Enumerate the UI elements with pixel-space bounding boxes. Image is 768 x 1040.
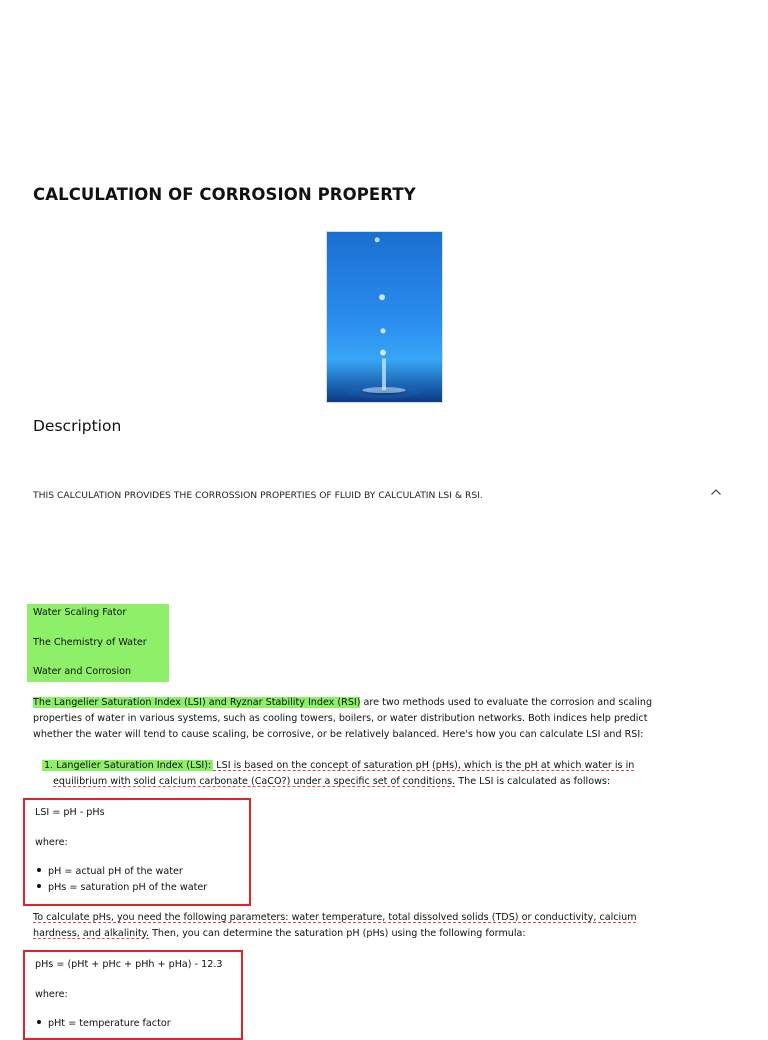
tag-water-scaling[interactable]: Water Scaling Fator xyxy=(33,607,127,618)
intro-line1: are two methods used to evaluate the corrosion and scaling xyxy=(360,697,653,708)
collapse-description-button[interactable] xyxy=(706,484,726,500)
description-heading: Description xyxy=(33,417,122,435)
lsi-list-item xyxy=(42,758,736,790)
phs-formula: pHs = (pHt + pHc + pHh + pHa) - 12.3 xyxy=(35,959,223,970)
phs-where: where: xyxy=(35,989,68,1000)
intro-line2: properties of water in various systems, such as cooling towers, boilers, or water distribution networks. Both indices help predict xyxy=(33,713,648,724)
lsi-formula-box xyxy=(23,798,251,906)
intro-line3: whether the water will tend to cause scaling, be corrosive, or be relatively balanced. Here's how you can calculate LSI and RSI: xyxy=(33,729,644,740)
lsi-line2-b: The LSI is calculated as follows: xyxy=(455,776,611,787)
page-title: CALCULATION OF CORROSION PROPERTY xyxy=(33,185,416,204)
lsi-label: 1. Langelier Saturation Index (LSI): xyxy=(44,760,212,771)
phs-line1: To calculate pHs, you need the following parameters: water temperature, total dissolved solids (TDS) or conductivity, calcium xyxy=(33,912,637,923)
lsi-line2-a: equilibrium with solid calcium carbonate (CaCO?) under a specific set of conditions. xyxy=(53,776,456,787)
chevron-up-icon xyxy=(710,488,722,496)
tag-chemistry-of-water[interactable]: The Chemistry of Water xyxy=(33,637,147,648)
lsi-line1: LSI is based on the concept of saturation pH (pHs), which is the pH at which water is in xyxy=(213,760,635,771)
lsi-where: where: xyxy=(35,837,68,848)
lsi-bullet-phs xyxy=(35,882,207,893)
lsi-bullet-ph xyxy=(35,866,183,877)
related-topics-tags xyxy=(27,604,169,682)
phs-line2-b: Then, you can determine the saturation pH (pHs) using the following formula: xyxy=(149,928,526,939)
bullet-text: pH = actual pH of the water xyxy=(48,866,183,877)
phs-formula-box xyxy=(23,950,243,1040)
bullet-text: pHt = temperature factor xyxy=(48,1018,171,1029)
phs-paragraph xyxy=(33,910,736,942)
phs-line2-a: hardness, and alkalinity. xyxy=(33,928,150,939)
bullet-text: pHs = saturation pH of the water xyxy=(48,882,208,893)
water-drop-image xyxy=(326,231,443,403)
intro-highlight: The Langelier Saturation Index (LSI) and Ryznar Stability Index (RSI) xyxy=(33,697,361,708)
tag-water-and-corrosion[interactable]: Water and Corrosion xyxy=(33,666,132,677)
lsi-formula: LSI = pH - pHs xyxy=(35,807,105,818)
description-summary: THIS CALCULATION PROVIDES THE CORROSSION PROPERTIES OF FLUID BY CALCULATIN LSI & RSI. xyxy=(33,490,483,501)
intro-paragraph xyxy=(33,695,736,743)
